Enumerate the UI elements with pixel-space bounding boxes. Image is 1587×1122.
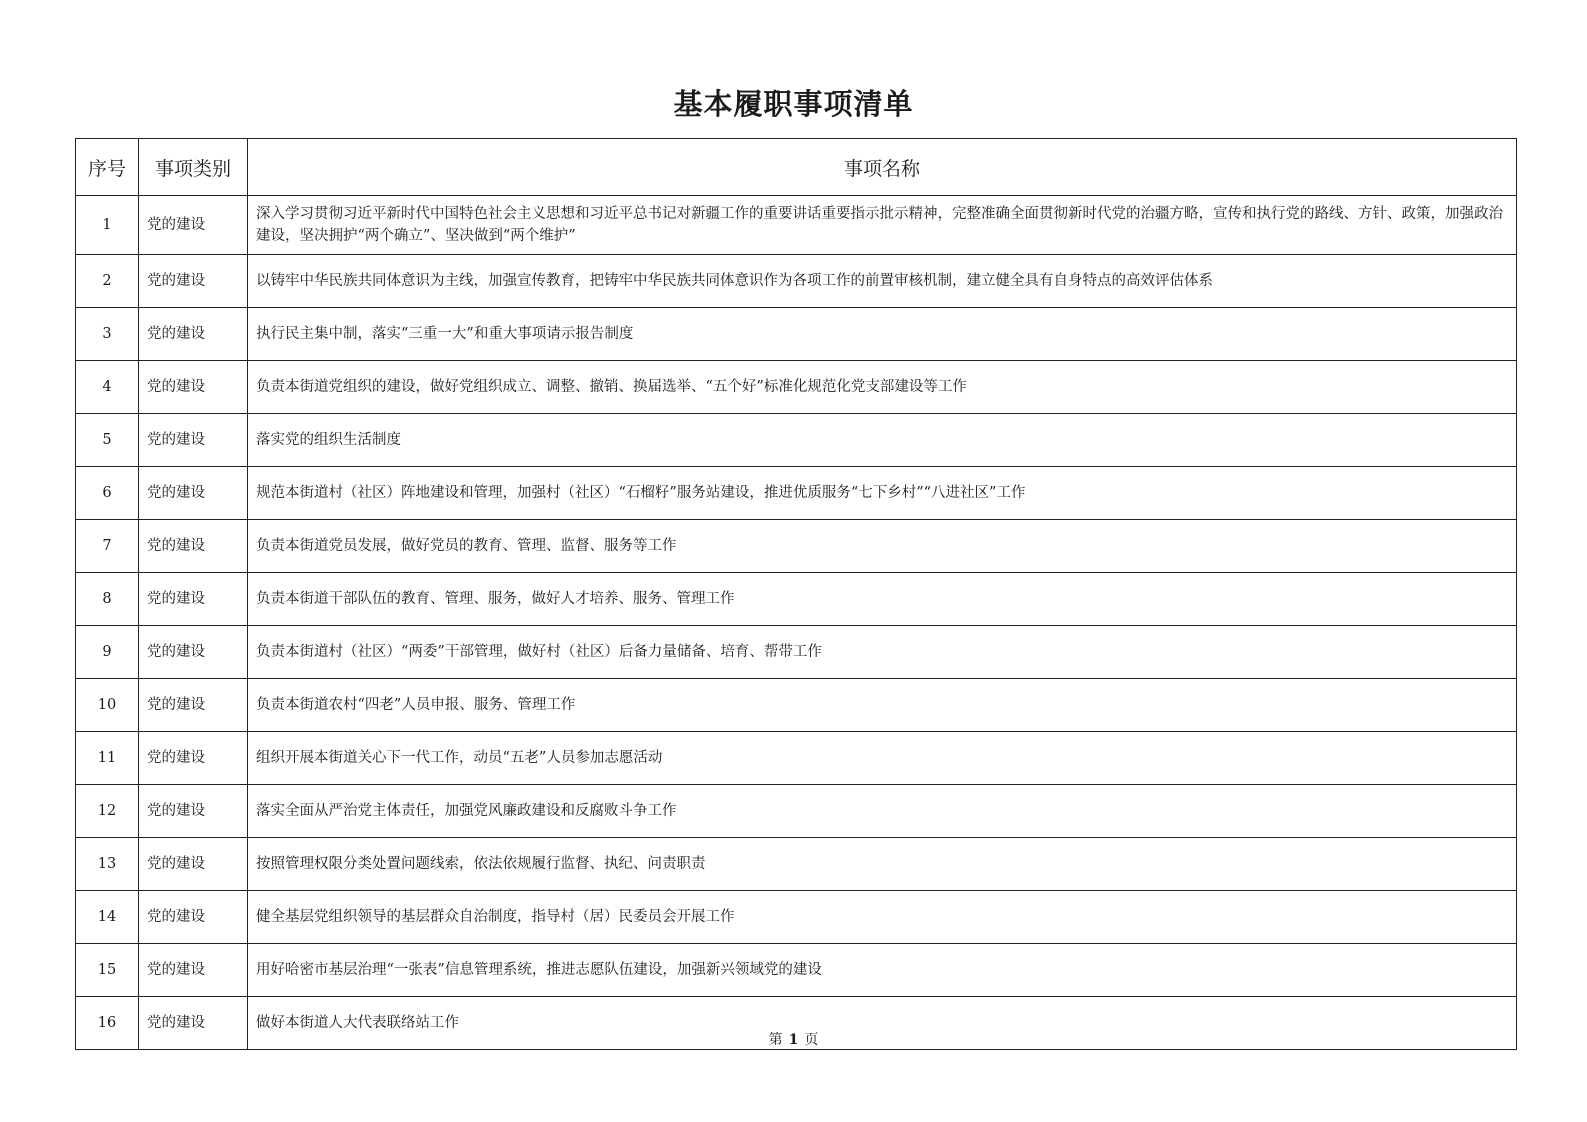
row-category: 党的建设 bbox=[139, 838, 248, 891]
row-category: 党的建设 bbox=[139, 467, 248, 520]
page-footer bbox=[0, 1030, 1587, 1050]
row-name: 做好本街道人大代表联络站工作 bbox=[248, 997, 1517, 1050]
row-number: 15 bbox=[76, 944, 139, 997]
row-category: 党的建设 bbox=[139, 308, 248, 361]
row-category: 党的建设 bbox=[139, 196, 248, 255]
table-row bbox=[76, 467, 1517, 520]
table-row bbox=[76, 196, 1517, 255]
page-title: 基本履职事项清单 bbox=[673, 87, 914, 121]
row-number: 9 bbox=[76, 626, 139, 679]
row-number: 2 bbox=[76, 255, 139, 308]
table-row bbox=[76, 573, 1517, 626]
page-label-suffix: 页 bbox=[804, 1032, 819, 1048]
row-number: 12 bbox=[76, 785, 139, 838]
header-number: 序号 bbox=[76, 139, 139, 196]
table-row bbox=[76, 732, 1517, 785]
row-category: 党的建设 bbox=[139, 255, 248, 308]
row-number: 6 bbox=[76, 467, 139, 520]
row-number: 14 bbox=[76, 891, 139, 944]
row-name: 负责本街道干部队伍的教育、管理、服务，做好人才培养、服务、管理工作 bbox=[248, 573, 1517, 626]
header-category: 事项类别 bbox=[139, 139, 248, 196]
table-row bbox=[76, 255, 1517, 308]
duties-table bbox=[75, 138, 1517, 1050]
row-name: 落实全面从严治党主体责任，加强党风廉政建设和反腐败斗争工作 bbox=[248, 785, 1517, 838]
row-name: 用好哈密市基层治理“一张表”信息管理系统，推进志愿队伍建设，加强新兴领域党的建设 bbox=[248, 944, 1517, 997]
row-category: 党的建设 bbox=[139, 679, 248, 732]
row-category: 党的建设 bbox=[139, 785, 248, 838]
row-name: 负责本街道村（社区）“两委”干部管理，做好村（社区）后备力量储备、培育、帮带工作 bbox=[248, 626, 1517, 679]
row-name: 落实党的组织生活制度 bbox=[248, 414, 1517, 467]
row-category: 党的建设 bbox=[139, 520, 248, 573]
table-header-row bbox=[76, 139, 1517, 196]
row-name: 以铸牢中华民族共同体意识为主线，加强宣传教育，把铸牢中华民族共同体意识作为各项工作的前置审核机制，建立健全具有自身特点的高效评估体系 bbox=[248, 255, 1517, 308]
row-category: 党的建设 bbox=[139, 361, 248, 414]
row-category: 党的建设 bbox=[139, 997, 248, 1050]
table-row bbox=[76, 679, 1517, 732]
page-label-prefix: 第 bbox=[768, 1032, 783, 1048]
header-name: 事项名称 bbox=[248, 139, 1517, 196]
table-row bbox=[76, 891, 1517, 944]
row-number: 7 bbox=[76, 520, 139, 573]
row-category: 党的建设 bbox=[139, 944, 248, 997]
row-category: 党的建设 bbox=[139, 891, 248, 944]
table-row bbox=[76, 626, 1517, 679]
row-name: 按照管理权限分类处置问题线索，依法依规履行监督、执纪、问责职责 bbox=[248, 838, 1517, 891]
row-category: 党的建设 bbox=[139, 573, 248, 626]
page-number: 1 bbox=[788, 1032, 799, 1048]
row-number: 5 bbox=[76, 414, 139, 467]
table-row bbox=[76, 361, 1517, 414]
row-name: 组织开展本街道关心下一代工作，动员“五老”人员参加志愿活动 bbox=[248, 732, 1517, 785]
row-number: 13 bbox=[76, 838, 139, 891]
row-category: 党的建设 bbox=[139, 414, 248, 467]
table-row bbox=[76, 785, 1517, 838]
row-name: 健全基层党组织领导的基层群众自治制度，指导村（居）民委员会开展工作 bbox=[248, 891, 1517, 944]
row-name: 负责本街道党组织的建设，做好党组织成立、调整、撤销、换届选举、“五个好”标准化规范化党支部建设等工作 bbox=[248, 361, 1517, 414]
table-row bbox=[76, 520, 1517, 573]
row-number: 4 bbox=[76, 361, 139, 414]
table-row bbox=[76, 414, 1517, 467]
row-category: 党的建设 bbox=[139, 732, 248, 785]
row-name: 负责本街道农村“四老”人员申报、服务、管理工作 bbox=[248, 679, 1517, 732]
row-category: 党的建设 bbox=[139, 626, 248, 679]
row-number: 1 bbox=[76, 196, 139, 255]
table-row bbox=[76, 944, 1517, 997]
row-name: 负责本街道党员发展，做好党员的教育、管理、监督、服务等工作 bbox=[248, 520, 1517, 573]
row-number: 8 bbox=[76, 573, 139, 626]
row-number: 11 bbox=[76, 732, 139, 785]
row-number: 3 bbox=[76, 308, 139, 361]
table-body bbox=[76, 196, 1517, 1050]
row-name: 执行民主集中制，落实“三重一大”和重大事项请示报告制度 bbox=[248, 308, 1517, 361]
row-name: 规范本街道村（社区）阵地建设和管理，加强村（社区）“石榴籽”服务站建设，推进优质服务“七下乡村”“八进社区”工作 bbox=[248, 467, 1517, 520]
row-number: 10 bbox=[76, 679, 139, 732]
row-number: 16 bbox=[76, 997, 139, 1050]
table-row bbox=[76, 308, 1517, 361]
row-name: 深入学习贯彻习近平新时代中国特色社会主义思想和习近平总书记对新疆工作的重要讲话重要指示批示精神，完整准确全面贯彻新时代党的治疆方略，宣传和执行党的路线、方针、政策，加强政治建设，坚决拥护“两个确立”、坚决做到“两个维护” bbox=[248, 196, 1517, 255]
table-row bbox=[76, 838, 1517, 891]
